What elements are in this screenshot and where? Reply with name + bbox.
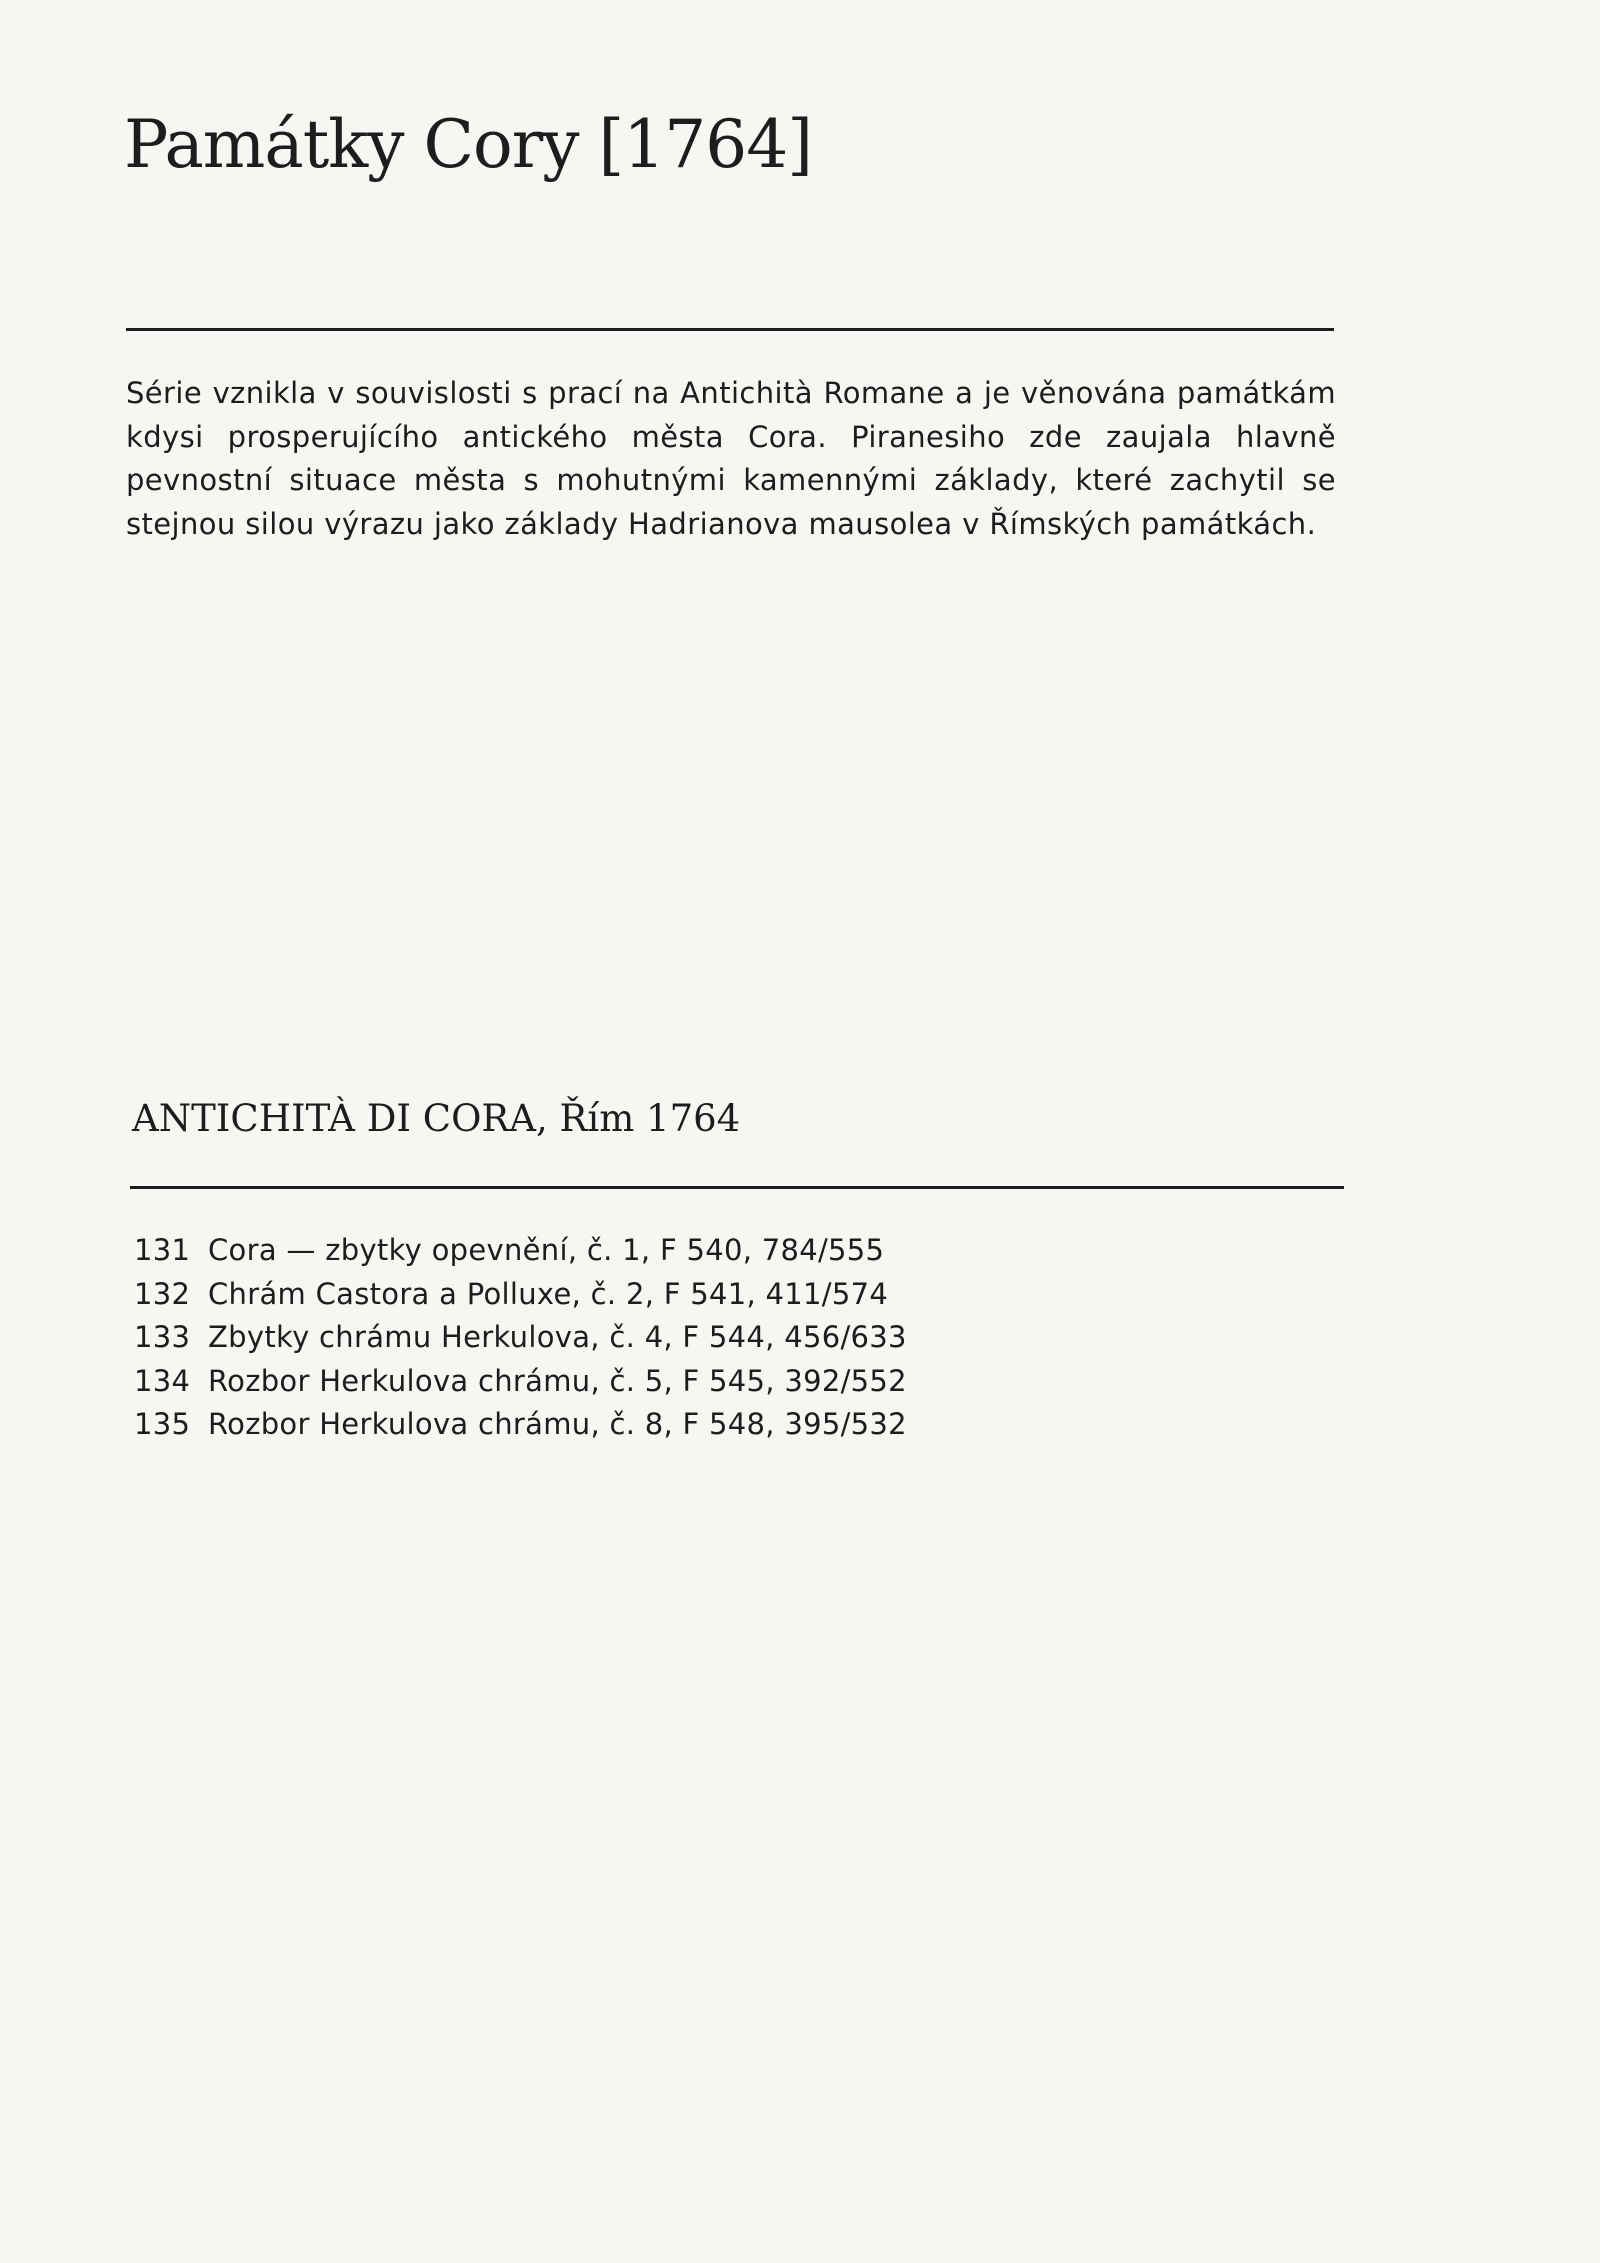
list-item [134, 1360, 907, 1404]
section-divider [130, 1186, 1344, 1189]
list-item [134, 1273, 907, 1317]
list-item [134, 1403, 907, 1447]
plate-number: 132 [134, 1276, 191, 1311]
plate-number: 134 [134, 1363, 191, 1398]
plate-number: 135 [134, 1407, 191, 1441]
plate-list [134, 1229, 907, 1447]
section-heading: ANTICHITÀ DI CORA, Řím 1764 [132, 1097, 741, 1140]
intro-paragraph: Série vznikla v souvislosti s prací na Antichità Romane a je věnována památkám kdysi prosperujícího antického města Cora. Piranesiho zde zaujala hlavně pevnostní situace města s mohutnými kamennými základy, které zachytil se stejnou silou výrazu jako základy Hadrianova mausolea v Římských památkách. [126, 376, 1336, 541]
title-divider [126, 328, 1334, 331]
plate-number: 133 [134, 1320, 191, 1354]
page-title: Památky Cory [1764] [124, 106, 813, 183]
plate-number: 131 [134, 1233, 191, 1267]
plate-description: Cora — zbytky opevnění, č. 1, F 540, 784/555 [208, 1233, 885, 1267]
plate-description: Zbytky chrámu Herkulova, č. 4, F 544, 456/633 [208, 1320, 907, 1354]
plate-description: Chrám Castora a Polluxe, č. 2, F 541, 411/574 [208, 1276, 889, 1311]
list-item [134, 1229, 907, 1273]
plate-description: Rozbor Herkulova chrámu, č. 5, F 545, 392/552 [208, 1363, 907, 1398]
list-item [134, 1316, 907, 1360]
plate-description: Rozbor Herkulova chrámu, č. 8, F 548, 395/532 [208, 1407, 907, 1441]
